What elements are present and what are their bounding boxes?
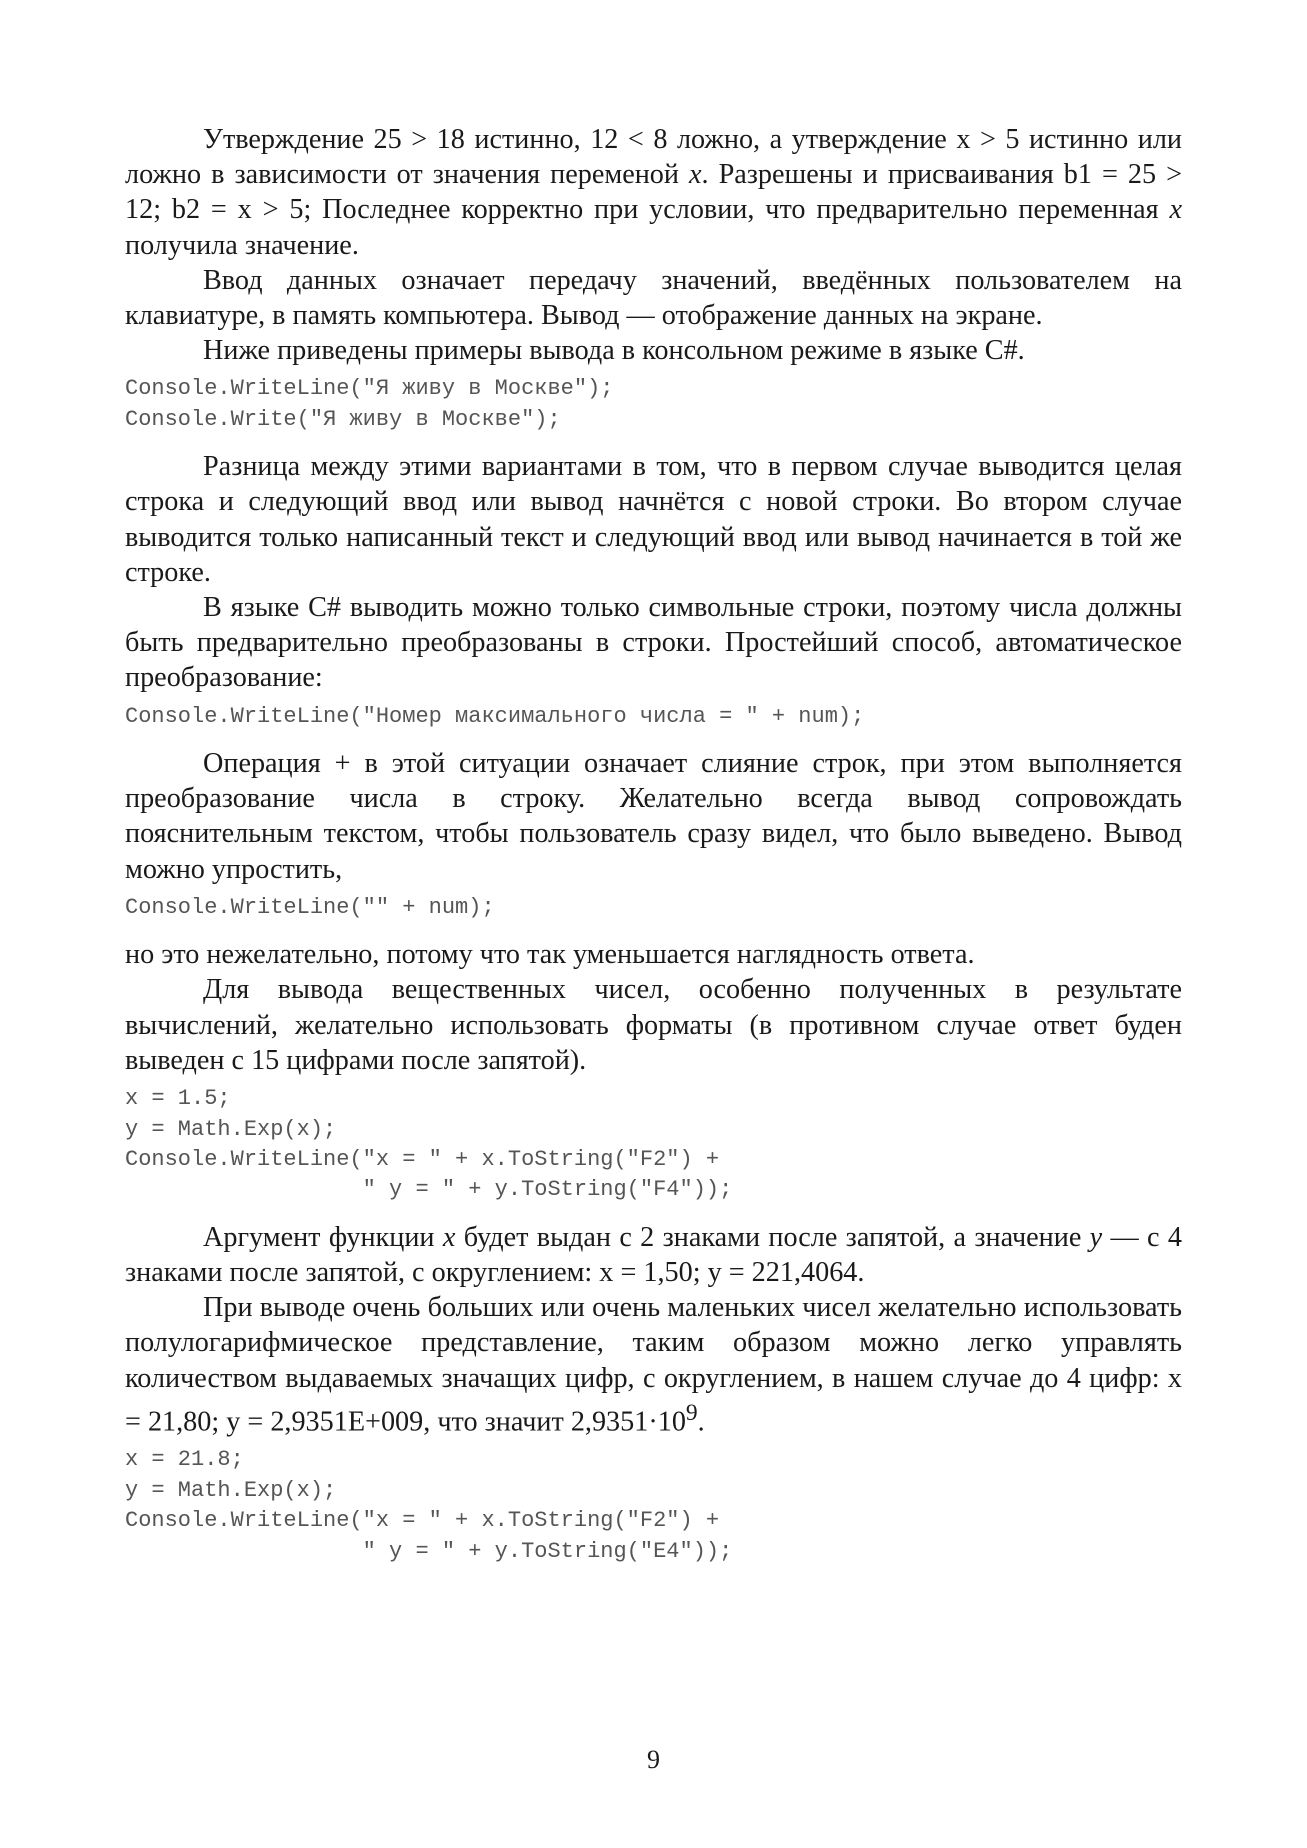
code-block-concat: Console.WriteLine("Номер максимального числа = " + num); [125, 703, 865, 729]
paragraph-boolean-statements [125, 122, 1182, 263]
variable-x: x [1169, 194, 1182, 226]
paragraph-input-output: Ввод данных означает передачу значений, введённых пользователем на клавиатуре, в память компьютера. Вывод — отображение данных на экране. [125, 264, 1182, 332]
variable-x: x [442, 1221, 456, 1253]
paragraph-text: — с 4 знаками после запятой, с округлением: x = 1,50; y = 221,4064. [125, 1221, 1182, 1288]
paragraph-text: получила значение. [125, 229, 359, 261]
page-number: 9 [647, 1745, 660, 1774]
paragraph-text: будет выдан с 2 знаками после запятой, а значение [455, 1221, 1090, 1253]
code-block-e4-format: x = 21.8; y = Math.Exp(x); Console.WriteLine("x = " + x.ToString("F2") + " y = " + y.ToString("E4")); [125, 1447, 733, 1564]
paragraph-formats: Для вывода вещественных чисел, особенно полученных в результате вычислений, желательно использовать форматы (в противном случае ответ буден выведен с 15 цифрами после запятой). [125, 974, 1182, 1076]
variable-x: x [689, 159, 702, 191]
paragraph-difference: Разница между этими вариантами в том, что в первом случае выводится целая строка и следующий ввод или вывод начнётся с новой строки. Во втором случае выводится только написанный текст и следующий ввод или вывод начинается в той же строке. [125, 451, 1182, 588]
paragraph-concat-operation: Операция + в этой ситуации означает слияние строк, при этом выполняется преобразование числа в строку. Желательно всегда вывод сопровождать пояснительным текстом, чтобы пользователь сразу видел, что было выведено. Вывод можно упростить, [125, 748, 1182, 885]
code-block-writeline: Console.WriteLine("Я живу в Москве"); Console.Write("Я живу в Москве"); [125, 376, 614, 432]
paragraph-exponential [125, 1290, 1182, 1439]
exponent: 9 [685, 1399, 698, 1426]
paragraph-console-examples: Ниже приведены примеры вывода в консольном режиме в языке C#. [203, 335, 1025, 367]
paragraph-text: . [697, 1406, 705, 1438]
variable-y: y [1089, 1221, 1103, 1253]
paragraph-text: При выводе очень больших или очень маленьких чисел желательно использовать полулогарифмическое представление, таким образом можно легко управлять количеством выдаваемых значащих цифр, с округлением, в нашем случае до 4 цифр: x = 21,80; y = 2,9351E+009, что значит 2,9351·10 [125, 1292, 1182, 1438]
page-content [125, 122, 1182, 1567]
paragraph-string-output: В языке C# выводить можно только символьные строки, поэтому числа должны быть предварительно преобразованы в строки. Простейший способ, автоматическое преобразование: [125, 592, 1182, 694]
code-block-simplified: Console.WriteLine("" + num); [125, 894, 495, 920]
code-block-f4-format: x = 1.5; y = Math.Exp(x); Console.WriteLine("x = " + x.ToString("F2") + " y = " + y.ToString("F4")); [125, 1086, 733, 1203]
paragraph-argument-output [125, 1220, 1182, 1290]
paragraph-undesirable: но это нежелательно, потому что так уменьшается наглядность ответа. [125, 939, 975, 971]
paragraph-text: Утверждение 25 > 18 истинно, 12 < 8 ложно, а утверждение x > 5 истинно или ложно в зависимости от значения переменой [125, 124, 1182, 191]
paragraph-text: . Разрешены и присваивания b1 = 25 > 12; b2 = x > 5; Последнее корректно при условии, что предварительно переменная [125, 159, 1182, 226]
paragraph-text: Аргумент функции [203, 1221, 443, 1253]
